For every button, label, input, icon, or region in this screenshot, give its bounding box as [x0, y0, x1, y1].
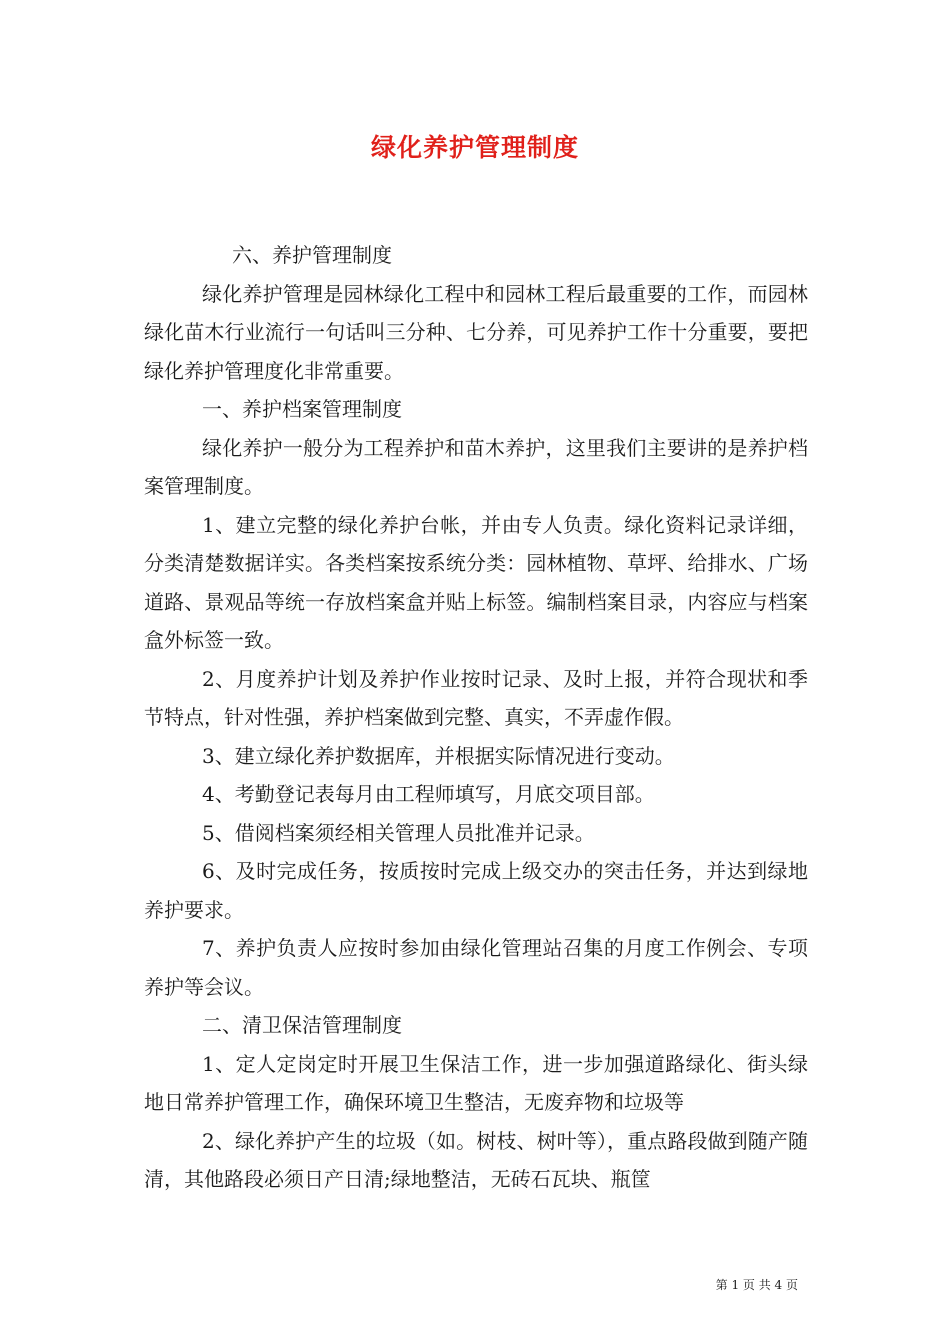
list-item: 6、及时完成任务，按质按时完成上级交办的突击任务，并达到绿地养护要求。 — [144, 859, 808, 922]
list-item: 2、月度养护计划及养护作业按时记录、及时上报，并符合现状和季节特点，针对性强，养护档案做到完整、真实，不弄虚作假。 — [144, 666, 808, 729]
list-item: 4、考勤登记表每月由工程师填写，月底交项目部。 — [202, 782, 655, 806]
section-heading-one: 一、养护档案管理制度 — [202, 397, 402, 421]
section-heading-six: 六、养护管理制度 — [232, 243, 392, 267]
list-item: 1、建立完整的绿化养护台帐，并由专人负责。绿化资料记录详细，分类清楚数据详实。各类档案按系统分类：园林植物、草坪、给排水、广场道路、景观品等统一存放档案盒并贴上标签。编制档案目录，内容应与档案盒外标签一致。 — [144, 512, 808, 652]
list-item: 5、借阅档案须经相关管理人员批准并记录。 — [202, 820, 595, 845]
list-item: 3、建立绿化养护数据库，并根据实际情况进行变动。 — [202, 743, 675, 768]
paragraph-intro: 绿化养护管理是园林绿化工程中和园林工程后最重要的工作，而园林绿化苗木行业流行一句话叫三分种、七分养，可见养护工作十分重要，要把绿化养护管理度化非常重要。 — [144, 281, 808, 383]
list-item: 2、绿化养护产生的垃圾（如。树枝、树叶等），重点路段做到随产随清，其他路段必须日产日清;绿地整洁，无砖石瓦块、瓶筐 — [144, 1128, 808, 1191]
document-title: 绿化养护管理制度 — [370, 133, 579, 162]
list-item: 7、养护负责人应按时参加由绿化管理站召集的月度工作例会、专项养护等会议。 — [144, 936, 808, 999]
section-heading-two: 二、清卫保洁管理制度 — [202, 1013, 402, 1037]
page-number: 第 1 页 共 4 页 — [715, 1278, 798, 1292]
list-item: 1、定人定岗定时开展卫生保洁工作，进一步加强道路绿化、街头绿地日常养护管理工作，确保环境卫生整洁，无废弃物和垃圾等 — [144, 1051, 808, 1114]
paragraph-archive-intro: 绿化养护一般分为工程养护和苗木养护，这里我们主要讲的是养护档案管理制度。 — [144, 435, 808, 498]
document-body — [144, 236, 808, 1199]
